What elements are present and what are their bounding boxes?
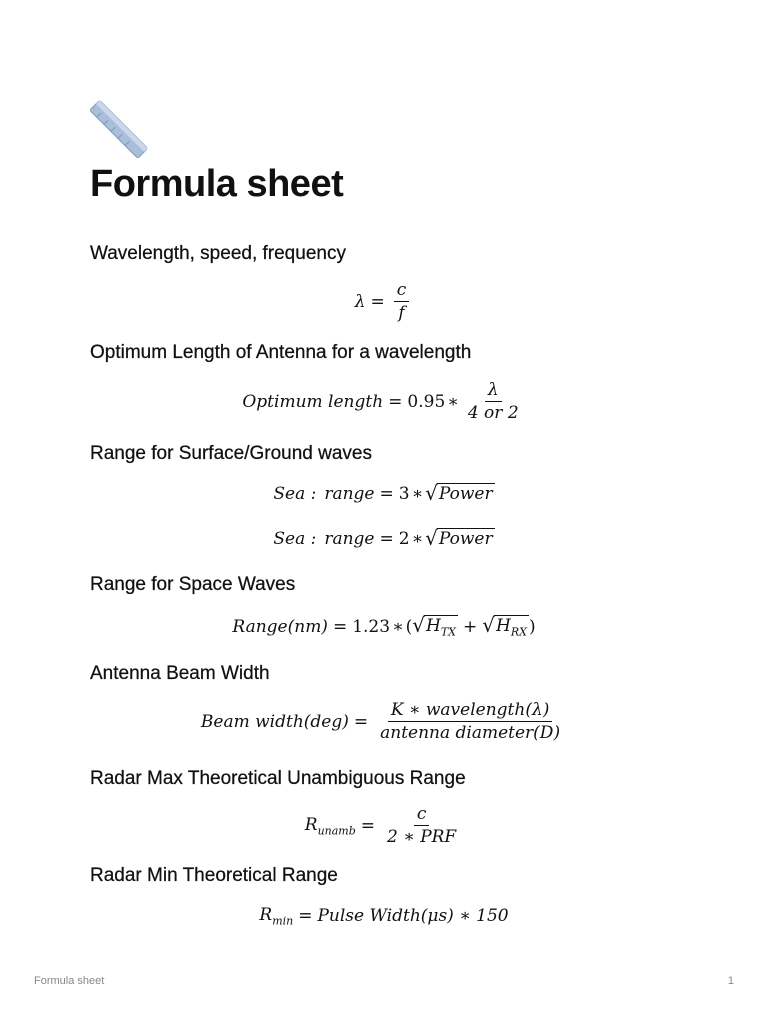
fraction-denominator: f bbox=[398, 303, 405, 324]
formula-plus: + bbox=[463, 617, 478, 638]
fraction-numerator: λ bbox=[485, 380, 502, 402]
formula-equals: = bbox=[332, 617, 348, 638]
straight-ruler-icon bbox=[88, 100, 148, 160]
formula-multiply: ∗ bbox=[411, 528, 424, 549]
fraction-numerator: c bbox=[414, 804, 430, 826]
radicand: Power bbox=[438, 484, 493, 504]
formula-multiply: ∗ bbox=[411, 483, 424, 504]
square-root bbox=[482, 615, 529, 639]
formula-equals: = bbox=[360, 815, 376, 836]
formula-sea-range-3 bbox=[0, 483, 768, 505]
section-heading: Range for Surface/Ground waves bbox=[90, 443, 372, 464]
section-heading: Wavelength, speed, frequency bbox=[90, 243, 346, 264]
formula-equals: = bbox=[353, 711, 369, 732]
formula-range-label: range bbox=[324, 483, 375, 504]
section-heading: Radar Max Theoretical Unambiguous Range bbox=[90, 768, 466, 789]
radicand: Power bbox=[438, 529, 493, 549]
formula-coefficient: 2 bbox=[398, 528, 410, 549]
radical-sign: √ bbox=[412, 613, 426, 637]
page-title: Formula sheet bbox=[90, 163, 344, 205]
fraction-numerator: c bbox=[394, 280, 410, 302]
formula-lhs: λ bbox=[354, 291, 366, 312]
formula-equals: = bbox=[370, 291, 385, 312]
radicand: $H_{RX}$ bbox=[496, 616, 527, 639]
formula-coefficient: 0.95 bbox=[407, 391, 446, 412]
formula-sea-range-2 bbox=[0, 528, 768, 550]
formula-coefficient: 1.23 bbox=[352, 617, 391, 638]
formula-lhs: Sea : bbox=[273, 528, 317, 549]
formula-multiply: ∗ bbox=[392, 617, 404, 638]
formula-lhs: Sea : bbox=[273, 483, 317, 504]
formula-optimum-length bbox=[0, 380, 768, 424]
formula-beam-width bbox=[0, 700, 768, 744]
formula-fraction bbox=[465, 380, 522, 424]
formula-min-range bbox=[0, 905, 768, 927]
section-heading: Antenna Beam Width bbox=[90, 663, 270, 684]
formula-coefficient: 3 bbox=[398, 483, 410, 504]
formula-lhs: Range(nm) bbox=[232, 617, 328, 638]
formula-space-wave-range bbox=[0, 615, 768, 639]
section-heading: Radar Min Theoretical Range bbox=[90, 865, 338, 886]
formula-fraction bbox=[394, 280, 410, 324]
formula-lhs: Beam width(deg) bbox=[200, 711, 349, 732]
formula-equals: = bbox=[298, 906, 313, 927]
footer-document-title: Formula sheet bbox=[34, 975, 105, 987]
formula-lhs: $R_{unamb}$ bbox=[304, 814, 356, 838]
radical-sign: √ bbox=[482, 613, 496, 637]
close-paren: ) bbox=[528, 617, 536, 638]
formula-equals: = bbox=[379, 483, 394, 504]
radicand: $H_{TX}$ bbox=[426, 616, 457, 639]
formula-lhs: $R_{min}$ bbox=[259, 905, 294, 928]
fraction-denominator: 2 ∗ PRF bbox=[387, 827, 457, 848]
fraction-numerator: K ∗ wavelength(λ) bbox=[388, 700, 553, 722]
fraction-denominator: antenna diameter(D) bbox=[380, 723, 561, 744]
formula-range-label: range bbox=[324, 528, 375, 549]
formula-max-unambiguous-range bbox=[0, 804, 768, 848]
formula-fraction bbox=[377, 700, 563, 744]
section-heading: Optimum Length of Antenna for a wavelength bbox=[90, 342, 472, 363]
square-root bbox=[425, 528, 494, 550]
section-heading: Range for Space Waves bbox=[90, 574, 296, 595]
formula-fraction bbox=[384, 804, 459, 848]
fraction-denominator: 4 or 2 bbox=[467, 403, 519, 424]
footer-page-number: 1 bbox=[727, 975, 734, 987]
formula-equals: = bbox=[379, 528, 394, 549]
square-root bbox=[412, 615, 458, 639]
formula-wavelength bbox=[0, 280, 768, 324]
formula-rhs: Pulse Width(μs) ∗ 150 bbox=[317, 906, 509, 927]
formula-lhs: Optimum length bbox=[242, 391, 384, 412]
formula-equals: = bbox=[388, 391, 403, 412]
square-root bbox=[425, 483, 494, 505]
formula-multiply: ∗ bbox=[447, 391, 459, 412]
open-paren: ( bbox=[405, 617, 413, 638]
radical-sign: √ bbox=[425, 526, 438, 550]
radical-sign: √ bbox=[425, 481, 438, 505]
